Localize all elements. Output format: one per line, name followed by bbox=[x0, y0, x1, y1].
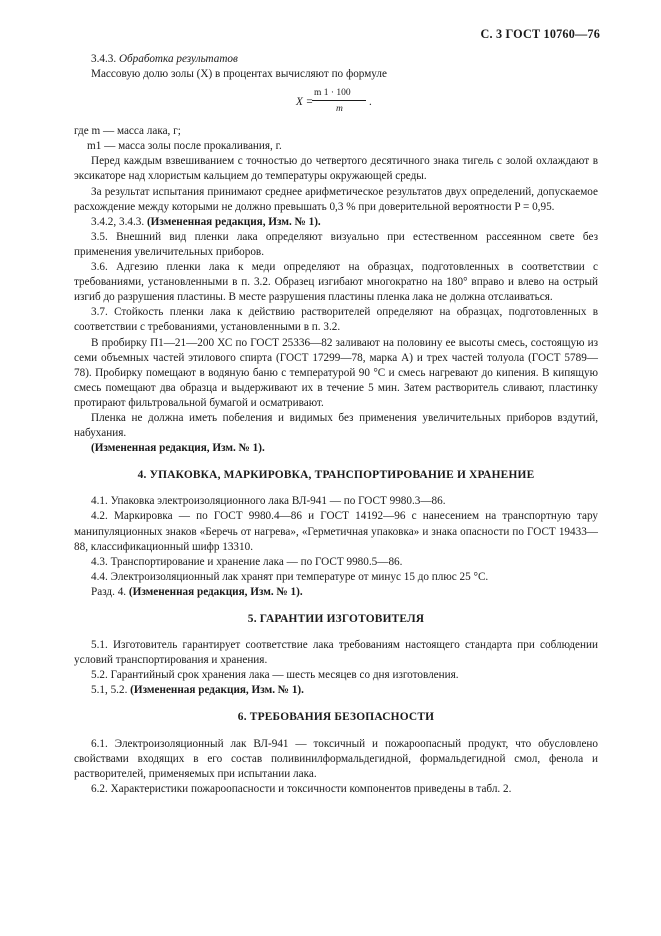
clause-number: 3.4.3. bbox=[91, 53, 117, 65]
formula-lhs: X = bbox=[296, 96, 314, 109]
amendment-note bbox=[74, 215, 598, 230]
amendment-text: (Измененная редакция, Изм. № 1). bbox=[130, 684, 304, 697]
clause-6-1: 6.1. Электроизоляционный лак ВЛ-941 — токсичный и пожароопасный продукт, что обусловлено свойствами входящих в его состав поливинилформальдегидной, формальдегидной смол, фенола и растворителей, применяемых при испытании лака. bbox=[74, 737, 598, 780]
clause-title: Обработка результатов bbox=[118, 53, 238, 65]
amendment-text: (Измененная редакция, Изм. № 1). bbox=[128, 585, 303, 598]
amendment-text: (Измененная редакция, Изм. № 1). bbox=[146, 215, 321, 228]
ash-formula bbox=[74, 84, 598, 120]
definition-m1: m1 — масса золы после прокаливания, г. bbox=[87, 140, 282, 153]
formula-intro: Массовую долю золы (X) в процентах вычисляют по формуле bbox=[91, 68, 387, 81]
amendment-prefix: 3.4.2, 3.4.3. bbox=[91, 215, 145, 228]
clause-4-3: 4.3. Транспортирование и хранение лака — по ГОСТ 9980.5—86. bbox=[91, 555, 403, 568]
fraction-bar bbox=[312, 100, 366, 101]
clause-5-1: 5.1. Изготовитель гарантирует соответствие лака требованиям настоящего стандарта при соблюдении условий транспортирования и хранения. bbox=[74, 639, 598, 667]
formula-denominator: m bbox=[336, 104, 343, 115]
amendment-note bbox=[74, 441, 598, 456]
clause-6-2: 6.2. Характеристики пожароопасности и токсичности компонентов приведены в табл. 2. bbox=[91, 782, 512, 795]
section-4-title: 4. УПАКОВКА, МАРКИРОВКА, ТРАНСПОРТИРОВАНИЕ И ХРАНЕНИЕ bbox=[137, 469, 535, 482]
clause-4-2: 4.2. Маркировка — по ГОСТ 9980.4—86 и ГОСТ 14192—96 с нанесением на транспортную тару манипуляционных знаков «Беречь от нагрева», «Герметичная упаковка» и знака опасности по ГОСТ 19433—88, классификационный шифр 13310. bbox=[74, 510, 598, 553]
clause-3-7-requirement: Пленка не должна иметь побеления и видимых без применения увеличительных приборов вздутий, набухания. bbox=[74, 411, 598, 440]
clause-4-1: 4.1. Упаковка электроизоляционного лака ВЛ-941 — по ГОСТ 9980.3—86. bbox=[91, 495, 446, 508]
amendment-note bbox=[74, 683, 598, 698]
formula-end: . bbox=[369, 96, 372, 109]
clause-3-7: 3.7. Стойкость пленки лака к действию растворителей определяют на образцах, подготовленных в соответствии с требованиями, установленными в п. 3.2. bbox=[74, 306, 598, 334]
page-header: С. 3 ГОСТ 10760—76 bbox=[480, 27, 600, 41]
paragraph-result: За результат испытания принимают среднее арифметическое результатов двух определений, допускаемое расхождение между которыми не должно превышать 0,3 % при доверительной вероятности P = 0,95. bbox=[74, 185, 598, 213]
section-6-title: 6. ТРЕБОВАНИЯ БЕЗОПАСНОСТИ bbox=[237, 711, 435, 724]
amendment-text: (Измененная редакция, Изм. № 1). bbox=[91, 442, 265, 455]
clause-3-4-3-heading bbox=[74, 52, 598, 67]
clause-3-7-procedure: В пробирку П1—21—200 ХС по ГОСТ 25336—82 заливают на половину ее высоты смесь, состоящую из семи объемных частей этилового спирта (ГОСТ 17299—78, марка А) и трех частей толуола (ГОСТ 5789—78). Пробирку помещают в водяную баню с температурой 90 °С и смесь нагревают до кипения. В кипящую смесь помещают два образца и выдерживают их в течение 5 мин. Затем растворитель сливают, пластинку протирают фильтровальной бумагой и осматривают. bbox=[74, 336, 598, 409]
clause-3-5: 3.5. Внешний вид пленки лака определяют визуально при естественном рассеянном свете без применения увеличительных приборов. bbox=[74, 230, 598, 258]
paragraph-weighing: Перед каждым взвешиванием с точностью до четвертого десятичного знака тигель с золой охлаждают в эксикаторе над хлористым кальцием до температуры окружающей среды. bbox=[74, 155, 598, 183]
formula-numerator: m 1 · 100 bbox=[314, 88, 351, 99]
clause-4-4: 4.4. Электроизоляционный лак хранят при температуре от минус 15 до плюс 25 °С. bbox=[91, 570, 489, 583]
clause-5-2: 5.2. Гарантийный срок хранения лака — шесть месяцев со дня изготовления. bbox=[91, 669, 459, 682]
clause-3-6: 3.6. Адгезию пленки лака к меди определяют на образцах, подготовленных в соответствии с требованиями, установленными в п. 3.2. Образец изгибают многократно на 180° вправо и влево на острый изгиб до разрушения пластины. В месте разрушения пластины пленка лака не должна отслаиваться. bbox=[74, 261, 598, 304]
section-5-title: 5. ГАРАНТИИ ИЗГОТОВИТЕЛЯ bbox=[247, 613, 425, 625]
amendment-note bbox=[74, 585, 598, 600]
definition-m: где m — масса лака, г; bbox=[74, 125, 181, 138]
amendment-prefix: Разд. 4. bbox=[91, 585, 127, 598]
document-body bbox=[74, 52, 598, 797]
amendment-prefix: 5.1, 5.2. bbox=[91, 684, 128, 697]
